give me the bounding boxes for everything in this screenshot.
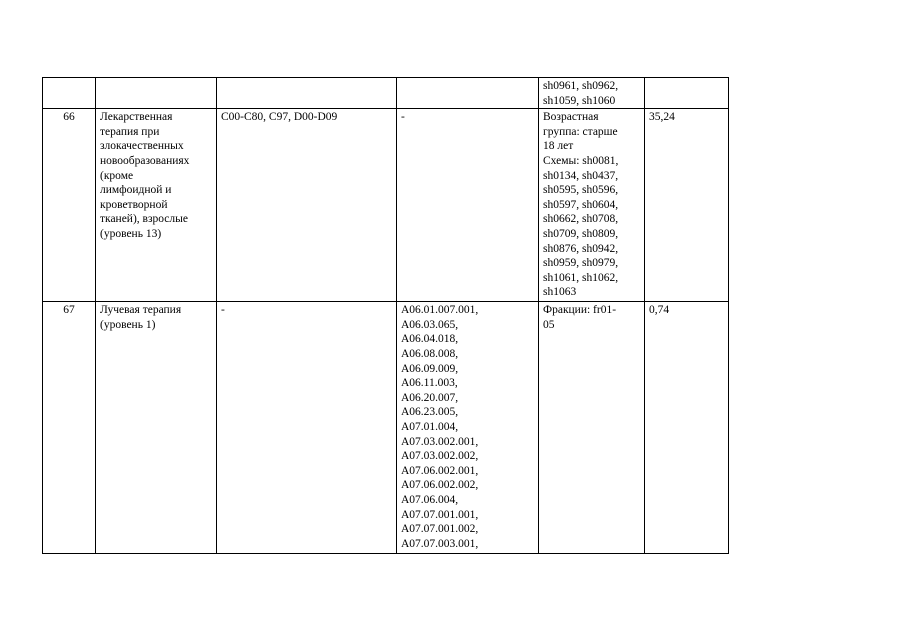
group-name	[96, 78, 217, 109]
service-codes: -	[397, 109, 539, 302]
icd-codes: -	[217, 302, 397, 554]
coefficient: 0,74	[645, 302, 729, 554]
row-number: 66	[43, 109, 96, 302]
table-row	[43, 302, 729, 554]
criteria: Возрастная группа: старше 18 лет Схемы: sh0081, sh0134, sh0437, sh0595, sh0596, sh0597, sh0604, sh0662, sh0708, sh0709, sh0809, sh0876, sh0942, sh0959, sh0979, sh1061, sh1062, sh1063	[539, 109, 645, 302]
table-row	[43, 78, 729, 109]
row-number: 67	[43, 302, 96, 554]
icd-codes: C00-C80, C97, D00-D09	[217, 109, 397, 302]
coefficient	[645, 78, 729, 109]
coefficient: 35,24	[645, 109, 729, 302]
table-row	[43, 109, 729, 302]
criteria: sh0961, sh0962, sh1059, sh1060	[539, 78, 645, 109]
service-codes: A06.01.007.001, A06.03.065, A06.04.018, A06.08.008, A06.09.009, A06.11.003, A06.20.007, A06.23.005, A07.01.004, A07.03.002.001, A07.03.002.002, A07.06.002.001, A07.06.002.002, A07.06.004, A07.07.001.001, A07.07.001.002, A07.07.003.001,	[397, 302, 539, 554]
row-number	[43, 78, 96, 109]
group-name: Лучевая терапия (уровень 1)	[96, 302, 217, 554]
icd-codes	[217, 78, 397, 109]
service-codes	[397, 78, 539, 109]
criteria: Фракции: fr01- 05	[539, 302, 645, 554]
group-name: Лекарственная терапия при злокачественных новообразованиях (кроме лимфоидной и кроветворной тканей), взрослые (уровень 13)	[96, 109, 217, 302]
tariff-table	[42, 77, 729, 554]
